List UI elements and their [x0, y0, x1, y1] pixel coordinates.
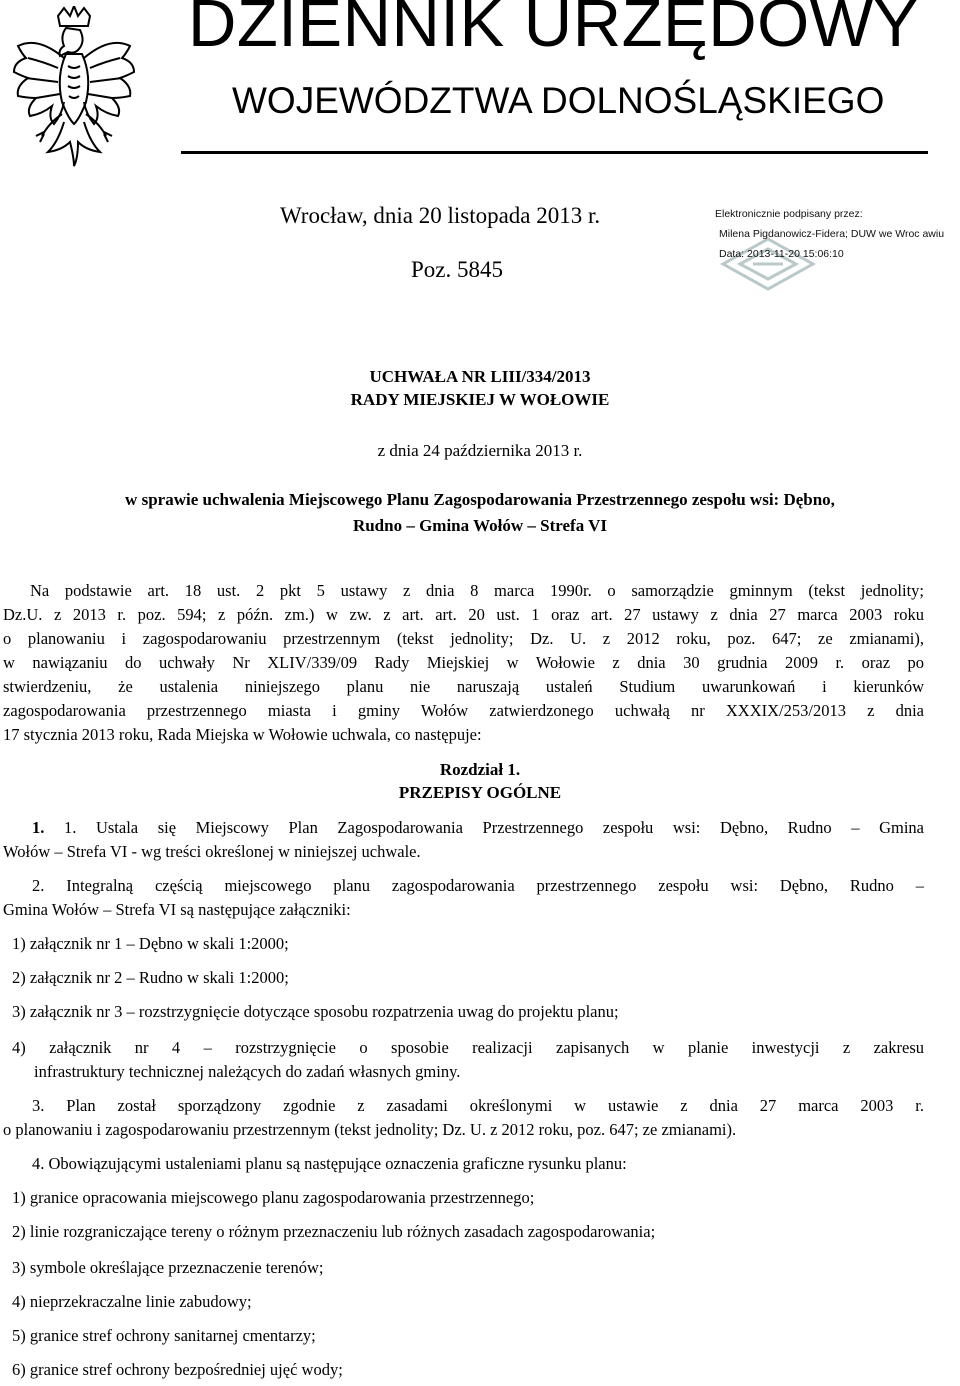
- section-2-line-1: 2. Integralną częścią miejscowego planu zagospodarowania przestrzennego zespołu wsi: Dębno, Rudno –: [32, 876, 924, 895]
- attachment-item: 3) załącznik nr 3 – rozstrzygnięcie dotyczące sposobu rozpatrzenia uwag do projektu planu;: [12, 1002, 619, 1021]
- chapter-label: Rozdział 1.: [439, 760, 521, 779]
- position-number: Poz. 5845: [411, 257, 503, 282]
- eagle-emblem-icon: [8, 6, 140, 176]
- section-3-line-1: 3. Plan został sporządzony zgodnie z zasadami określonymi w ustawie z dnia 27 marca 2003 r.: [32, 1096, 924, 1115]
- designation-item: 5) granice stref ochrony sanitarnej cmentarzy;: [12, 1326, 316, 1345]
- journal-title: DZIENNIK URZĘDOWY: [188, 0, 919, 61]
- resolution-council: RADY MIEJSKIEJ W WOŁOWIE: [350, 390, 610, 409]
- section-1-line-2: Wołów – Strefa VI - wg treści określonej w niniejszej uchwale.: [3, 842, 421, 861]
- attachment-item: 4) załącznik nr 4 – rozstrzygnięcie o sposobie realizacji zapisanych w planie inwestycji z zakresu: [12, 1038, 924, 1057]
- chapter-name: PRZEPISY OGÓLNE: [398, 783, 562, 802]
- preamble-line-5: stwierdzeniu, że ustalenia niniejszego planu nie naruszają ustaleń Studium uwarunkowań i kierunków: [3, 677, 924, 696]
- preamble-line-2: Dz.U. z 2013 r. poz. 594; z późn. zm.) w zw. z art. art. 20 ust. 1 oraz art. 27 ustawy z dnia 27 marca 2003 roku: [3, 605, 924, 624]
- section-2-line-2: Gmina Wołów – Strefa VI są następujące załączniki:: [3, 900, 351, 919]
- header-divider: [181, 151, 928, 154]
- preamble-line-6: zagospodarowania przestrzennego miasta i gminy Wołów zatwierdzonego uchwałą nr XXXIX/253/2013 z dnia: [3, 701, 924, 720]
- attachment-item-continuation: infrastruktury technicznej należących do zadań własnych gminy.: [34, 1062, 461, 1081]
- attachment-item: 1) załącznik nr 1 – Dębno w skali 1:2000;: [12, 934, 289, 953]
- signature-line-2: Milena Pigdanowicz-Fidera; DUW we Wroc awiu: [719, 228, 945, 240]
- designation-item: 2) linie rozgraniczające tereny o różnym przeznaczeniu lub różnych zasadach zagospodarowania;: [12, 1222, 656, 1241]
- attachment-item: 2) załącznik nr 2 – Rudno w skali 1:2000;: [12, 968, 289, 987]
- section-4-intro: 4. Obowiązującymi ustaleniami planu są następujące oznaczenia graficzne rysunku planu:: [32, 1154, 627, 1173]
- resolution-date: z dnia 24 października 2013 r.: [377, 441, 583, 460]
- section-1-line-1: 1. Ustala się Miejscowy Plan Zagospodarowania Przestrzennego zespołu wsi: Dębno, Rudno – Gmina: [64, 818, 924, 837]
- publication-date: Wrocław, dnia 20 listopada 2013 r.: [280, 203, 601, 228]
- resolution-number: UCHWAŁA NR LIII/334/2013: [369, 367, 591, 386]
- designation-item: 1) granice opracowania miejscowego planu zagospodarowania przestrzennego;: [12, 1188, 535, 1207]
- designation-item: 3) symbole określające przeznaczenie terenów;: [12, 1258, 324, 1277]
- section-marker: 1.: [32, 818, 45, 837]
- section-3-line-2: o planowaniu i zagospodarowaniu przestrzennym (tekst jednolity; Dz. U. z 2012 roku, poz. 647; ze zmianami).: [3, 1120, 737, 1139]
- electronic-signature: [714, 207, 960, 299]
- signature-line-1: Elektronicznie podpisany przez:: [715, 208, 863, 220]
- resolution-topic-line-1: w sprawie uchwalenia Miejscowego Planu Zagospodarowania Przestrzennego zespołu wsi: Dębno,: [125, 490, 835, 509]
- resolution-topic-line-2: Rudno – Gmina Wołów – Strefa VI: [352, 516, 608, 535]
- preamble-line-1: Na podstawie art. 18 ust. 2 pkt 5 ustawy z dnia 8 marca 1990r. o samorządzie gminnym (tekst jednolity;: [30, 581, 924, 600]
- designation-item: 4) nieprzekraczalne linie zabudowy;: [12, 1292, 252, 1311]
- preamble-line-3: o planowaniu i zagospodarowaniu przestrzennym (tekst jednolity; Dz. U. z 2012 roku, poz. 647; ze zmianami),: [3, 629, 924, 648]
- preamble-line-7: 17 stycznia 2013 roku, Rada Miejska w Wołowie uchwala, co następuje:: [3, 725, 482, 744]
- preamble-line-4: w nawiązaniu do uchwały Nr XLIV/339/09 Rady Miejskiej w Wołowie z dnia 30 grudnia 2009 r. oraz po: [3, 653, 924, 672]
- signature-line-3: Data: 2013-11-20 15:06:10: [719, 248, 844, 260]
- designation-item: 6) granice stref ochrony bezpośredniej ujęć wody;: [12, 1360, 343, 1379]
- journal-subtitle: WOJEWÓDZTWA DOLNOŚLĄSKIEGO: [232, 80, 885, 121]
